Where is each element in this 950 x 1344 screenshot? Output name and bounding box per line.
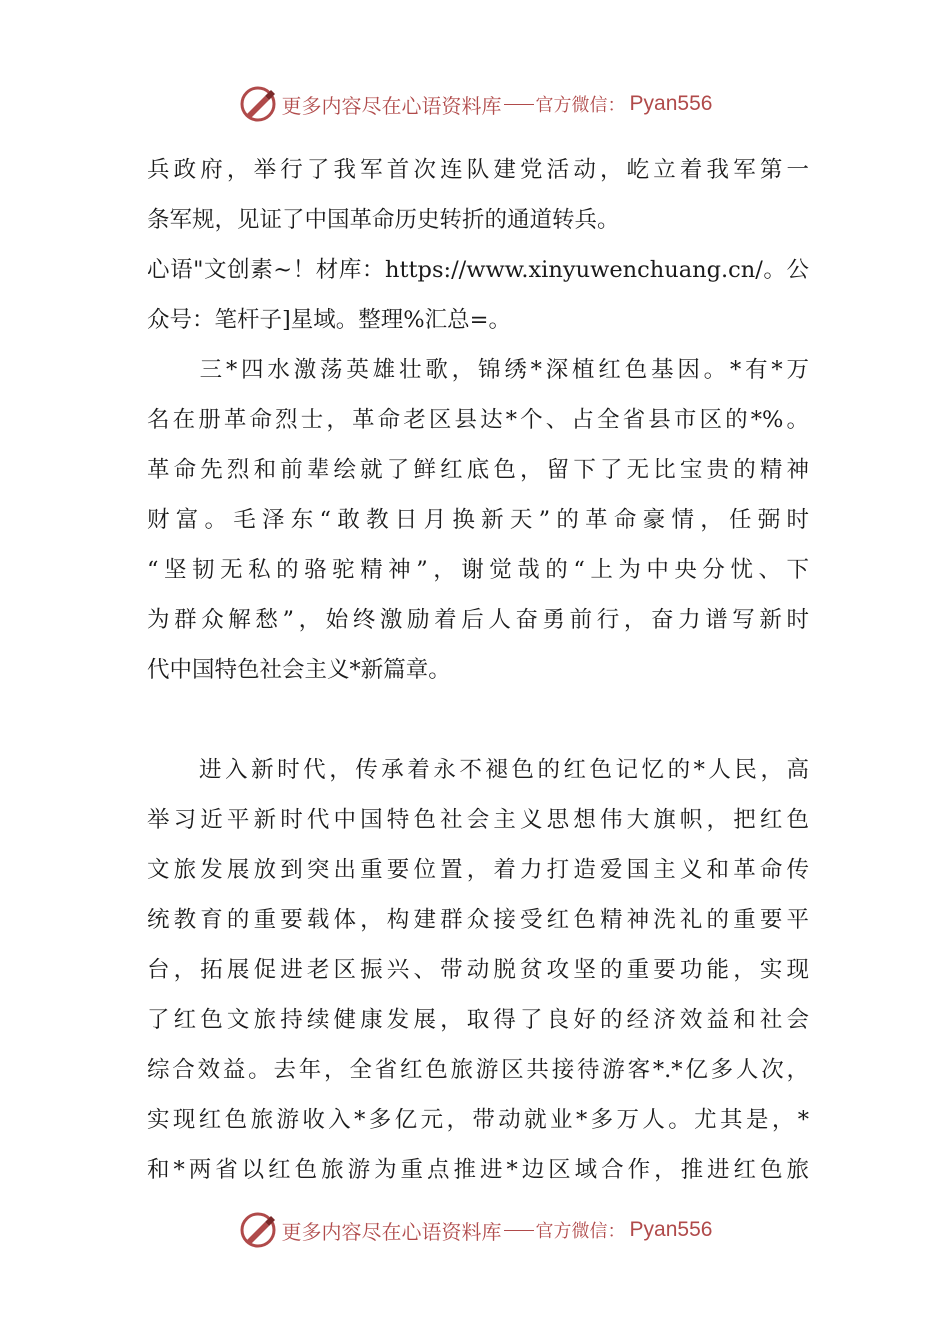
promo-text: 更多内容尽在心语资料库: [281, 93, 502, 118]
pen-logo-icon: [238, 1210, 278, 1250]
text-line: 了红色文旅持续健康发展，取得了良好的经济效益和社会: [147, 1007, 809, 1033]
wechat-id: Pyan556: [629, 1218, 713, 1241]
text-line: 名在册革命烈士，革命老区县达*个、占全省县市区的*%。: [147, 407, 809, 433]
text-line: “坚韧无私的骆驼精神”，谢觉哉的“上为中央分忧、下: [147, 557, 809, 583]
text-line: 条军规，见证了中国革命历史转折的通道转兵。: [147, 207, 620, 233]
text-line: 兵政府，举行了我军首次连队建党活动，屹立着我军第一: [147, 157, 809, 183]
text-line: 代中国特色社会主义*新篇章。: [147, 657, 451, 683]
text-line: 革命先烈和前辈绘就了鲜红底色，留下了无比宝贵的精神: [147, 457, 809, 483]
text-line: 举习近平新时代中国特色社会主义思想伟大旗帜，把红色: [147, 807, 809, 833]
wechat-id: Pyan556: [629, 92, 713, 115]
blank-line: [147, 695, 809, 745]
text-line: 为群众解愁”，始终激励着后人奋勇前行，奋力谱写新时: [147, 607, 809, 633]
footer-banner: [0, 1206, 950, 1254]
header-banner: [0, 80, 950, 128]
pen-logo-icon: [238, 84, 278, 124]
text-line: 实现红色旅游收入*多亿元，带动就业*多万人。尤其是，*: [147, 1107, 809, 1133]
text-line: 三*四水激荡英雄壮歌，锦绣*深植红色基因。*有*万: [147, 357, 809, 383]
text-line: 综合效益。去年，全省红色旅游区共接待游客*.*亿多人次，: [147, 1057, 809, 1083]
banner-divider: [504, 1230, 534, 1231]
document-body: [147, 145, 809, 1195]
text-line: 心语"文创素~！材库：https://www.xinyuwenchuang.cn/。公: [147, 257, 809, 283]
banner-divider: [504, 104, 534, 105]
text-line: 进入新时代，传承着永不褪色的红色记忆的*人民，高: [147, 757, 809, 783]
text-line: 台，拓展促进老区振兴、带动脱贫攻坚的重要功能，实现: [147, 957, 809, 983]
promo-text: 更多内容尽在心语资料库: [281, 1219, 502, 1244]
text-line: 众号：笔杆子]星域。整理%汇总=。: [147, 307, 512, 333]
text-line: 和*两省以红色旅游为重点推进*边区域合作，推进红色旅: [147, 1157, 809, 1183]
wechat-label: 官方微信：: [535, 95, 626, 116]
text-line: 统教育的重要载体，构建群众接受红色精神洗礼的重要平: [147, 907, 809, 933]
wechat-label: 官方微信：: [535, 1221, 626, 1242]
text-line: 财富。毛泽东“敢教日月换新天”的革命豪情，任弼时: [147, 507, 809, 533]
text-line: 文旅发展放到突出重要位置，着力打造爱国主义和革命传: [147, 857, 809, 883]
